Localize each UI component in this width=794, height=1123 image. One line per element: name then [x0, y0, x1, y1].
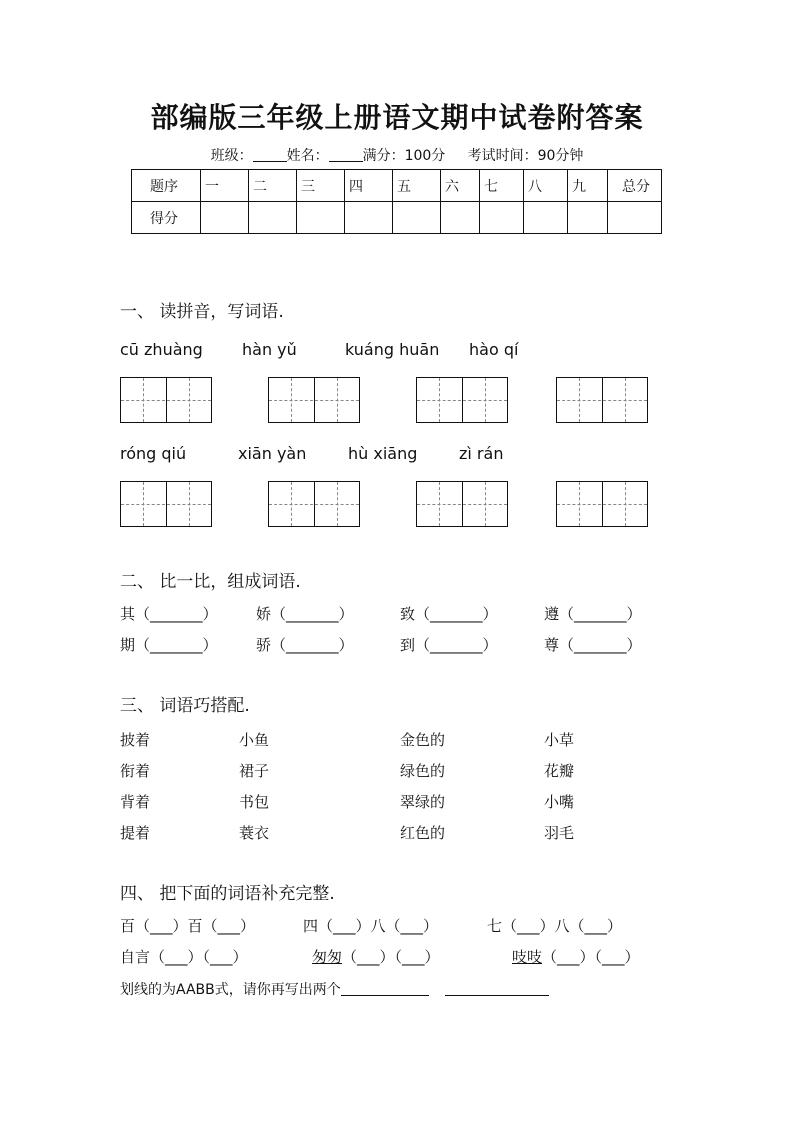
underlined-word: 吱吱 [512, 948, 543, 966]
exam-time: 考试时间：90分钟 [467, 148, 584, 164]
score-header-cell: 总分 [608, 170, 662, 202]
score-header-cell: 二 [249, 170, 297, 202]
name-blank[interactable] [329, 147, 363, 162]
section2-title: 二、 比一比，组成词语. [120, 572, 301, 592]
idiom-item[interactable]: 四（___）八（___） [303, 917, 439, 935]
score-header-cell: 六 [441, 170, 480, 202]
match-word[interactable]: 金色的 [400, 731, 446, 749]
idiom-item[interactable]: 自言（___）（___） [120, 948, 248, 966]
match-word[interactable]: 小嘴 [544, 793, 575, 811]
compare-item[interactable]: 其（_______） [120, 605, 218, 623]
match-word[interactable]: 花瓣 [544, 762, 575, 780]
full-score: 满分：100分 [362, 148, 446, 164]
score-header-cell: 四 [345, 170, 393, 202]
section1-title: 一、 读拼音，写词语. [120, 302, 284, 322]
score-table-header [132, 170, 662, 202]
match-word[interactable]: 红色的 [400, 824, 446, 842]
pinyin: kuáng huān [345, 340, 440, 359]
match-word[interactable]: 书包 [239, 793, 270, 811]
score-header-cell: 九 [568, 170, 608, 202]
idiom-blanks: （___）（___） [342, 948, 440, 966]
idiom-item[interactable] [312, 946, 440, 967]
writing-grid[interactable] [268, 481, 360, 527]
score-header-cell: 题序 [132, 170, 201, 202]
score-cell[interactable] [480, 202, 524, 234]
compare-item[interactable]: 娇（_______） [256, 605, 354, 623]
compare-item[interactable]: 致（_______） [400, 605, 498, 623]
writing-grid[interactable] [416, 481, 508, 527]
match-word[interactable]: 披着 [120, 731, 151, 749]
exam-info [0, 145, 794, 165]
score-header-cell: 七 [480, 170, 524, 202]
score-table [131, 169, 662, 234]
match-word[interactable]: 翠绿的 [400, 793, 446, 811]
score-cell[interactable] [201, 202, 249, 234]
name-label: 姓名： [286, 148, 329, 164]
answer-line[interactable] [341, 980, 429, 996]
pinyin: róng qiú [120, 444, 187, 463]
match-word[interactable]: 蓑衣 [239, 824, 270, 842]
pinyin: cū zhuàng [120, 340, 203, 359]
score-cell[interactable] [524, 202, 568, 234]
writing-grid[interactable] [120, 377, 212, 423]
class-blank[interactable] [253, 147, 287, 162]
writing-grid[interactable] [556, 377, 648, 423]
compare-item[interactable]: 到（_______） [400, 636, 498, 654]
score-header-cell: 三 [297, 170, 345, 202]
score-row-label: 得分 [132, 202, 201, 234]
match-word[interactable]: 背着 [120, 793, 151, 811]
match-word[interactable]: 绿色的 [400, 762, 446, 780]
pinyin: hàn yǔ [242, 340, 297, 359]
match-word[interactable]: 衔着 [120, 762, 151, 780]
match-word[interactable]: 提着 [120, 824, 151, 842]
underlined-word: 匆匆 [312, 948, 343, 966]
score-header-cell: 五 [393, 170, 441, 202]
aabb-prompt [120, 979, 549, 999]
section3-title: 三、 词语巧搭配. [120, 696, 250, 716]
match-word[interactable]: 小草 [544, 731, 575, 749]
score-header-cell: 一 [201, 170, 249, 202]
compare-item[interactable]: 骄（_______） [256, 636, 354, 654]
writing-grid[interactable] [268, 377, 360, 423]
score-cell[interactable] [249, 202, 297, 234]
pinyin: hào qí [469, 340, 519, 359]
writing-grid[interactable] [556, 481, 648, 527]
score-cell[interactable] [441, 202, 480, 234]
answer-line[interactable] [445, 980, 549, 996]
class-label: 班级： [210, 148, 253, 164]
match-word[interactable]: 羽毛 [544, 824, 575, 842]
page-title: 部编版三年级上册语文期中试卷附答案 [150, 101, 644, 134]
compare-item[interactable]: 遵（_______） [544, 605, 642, 623]
compare-item[interactable]: 期（_______） [120, 636, 218, 654]
score-cell[interactable] [393, 202, 441, 234]
score-cell[interactable] [568, 202, 608, 234]
pinyin: zì rán [459, 444, 504, 463]
score-header-cell: 八 [524, 170, 568, 202]
match-word[interactable]: 小鱼 [239, 731, 270, 749]
idiom-item[interactable]: 百（___）百（___） [120, 917, 256, 935]
score-cell[interactable] [608, 202, 662, 234]
aabb-instruction: 划线的为AABB式，请你再写出两个 [120, 982, 341, 998]
idiom-item[interactable]: 七（___）八（___） [487, 917, 623, 935]
idiom-item[interactable] [512, 946, 640, 967]
score-cell[interactable] [345, 202, 393, 234]
match-word[interactable]: 裙子 [239, 762, 270, 780]
writing-grid[interactable] [120, 481, 212, 527]
writing-grid[interactable] [416, 377, 508, 423]
pinyin: hù xiāng [348, 444, 418, 463]
compare-item[interactable]: 尊（_______） [544, 636, 642, 654]
score-table-row [132, 202, 662, 234]
idiom-blanks: （___）（___） [542, 948, 640, 966]
pinyin: xiān yàn [238, 444, 307, 463]
section4-title: 四、 把下面的词语补充完整. [120, 884, 335, 904]
score-cell[interactable] [297, 202, 345, 234]
